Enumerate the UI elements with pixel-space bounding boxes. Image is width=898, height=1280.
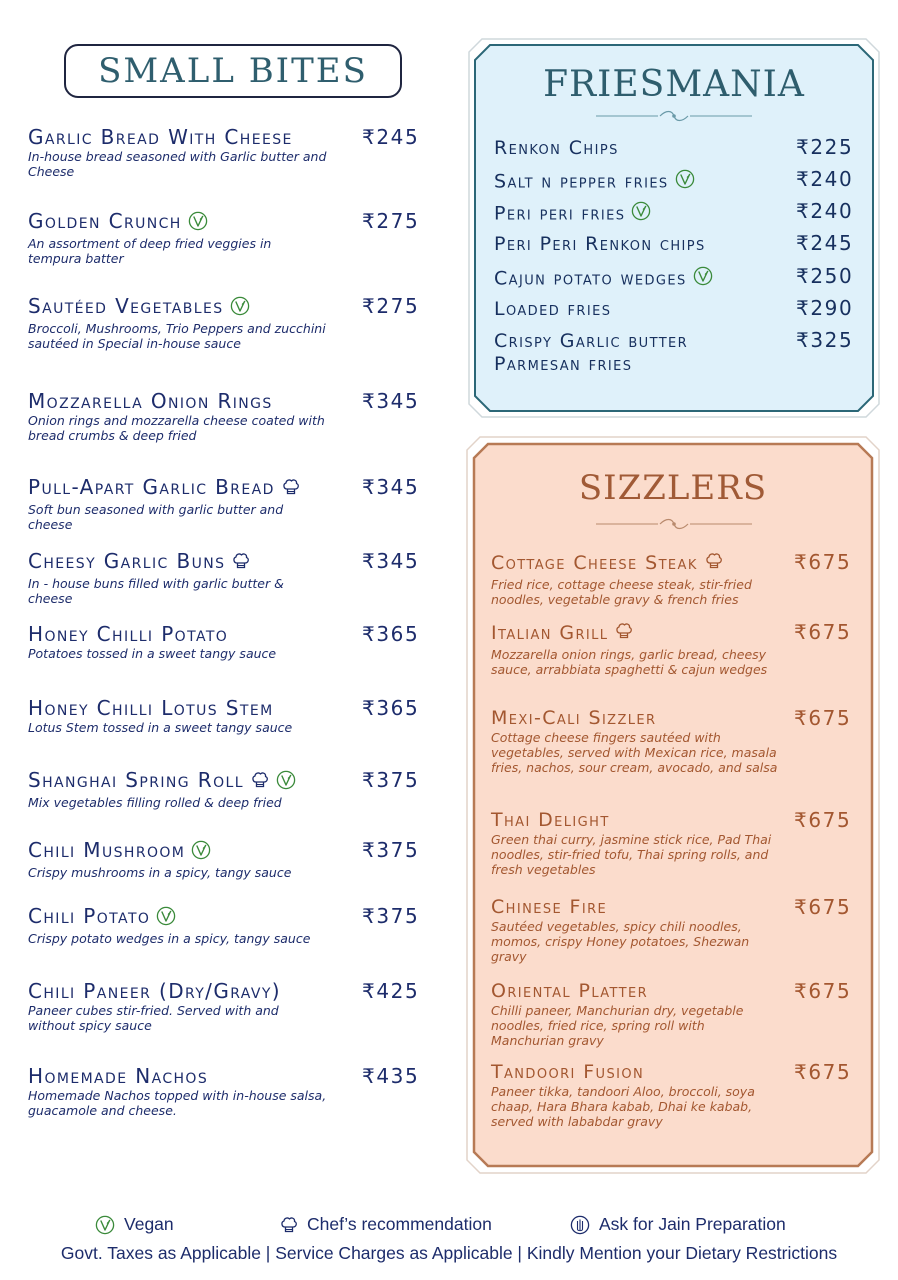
friesmania-title: FRIESMANIA	[543, 64, 805, 105]
item-price: ₹675	[794, 895, 852, 919]
item-price: ₹275	[362, 294, 420, 318]
friesmania-item	[494, 137, 619, 160]
sizzlers-item	[491, 707, 791, 775]
item-price: ₹375	[362, 904, 420, 928]
item-price: ₹675	[794, 706, 852, 730]
small-bites-title: SMALL BITES	[98, 51, 368, 91]
sizzlers-item	[491, 809, 791, 877]
chef-hat-icon	[231, 551, 251, 575]
item-price: ₹375	[362, 838, 420, 862]
vegan-icon	[230, 296, 250, 320]
vegan-icon	[156, 906, 176, 930]
friesmania-item	[494, 169, 695, 195]
sizzlers-item	[491, 980, 791, 1048]
item-name-text: Cajun potato wedges	[494, 267, 687, 290]
sizzlers-item	[491, 551, 791, 607]
item-description: In - house buns filled with garlic butter & cheese	[28, 575, 284, 606]
legend-chef	[279, 1214, 492, 1235]
item-description: An assortment of deep fried veggies in tempura batter	[28, 235, 272, 266]
item-description: Cottage cheese fingers sautéed with vegetables, served with Mexican rice, masala fries, nachos, sour cream, avocado, and salsa	[491, 730, 778, 775]
item-description: Paneer cubes stir-fried. Served with and without spicy sauce	[28, 1003, 279, 1033]
item-name-text: Sautéed Vegetables	[28, 294, 224, 318]
vegan-icon	[95, 1215, 115, 1235]
item-description: Crispy potato wedges in a spicy, tangy sauce	[28, 930, 311, 946]
legend-vegan-label: Vegan	[124, 1214, 174, 1234]
legend-chef-label: Chef’s recommendation	[307, 1214, 492, 1234]
item-description: Paneer tikka, tandoori Aloo, broccoli, soya chaap, Hara Bhara kabab, Dhai ke kabab, served with lababdar gravy	[491, 1084, 755, 1129]
chef-hat-icon	[704, 551, 724, 576]
item-description: Homemade Nachos topped with in-house salsa, guacamole and cheese.	[28, 1088, 327, 1118]
item-description: Mix vegetables filling rolled & deep fried	[28, 794, 282, 810]
friesmania-item	[494, 298, 611, 321]
item-name-text: Honey Chilli Lotus Stem	[28, 696, 274, 720]
item-name	[491, 896, 791, 918]
item-price: ₹275	[362, 209, 420, 233]
item-name	[491, 551, 791, 576]
sizzlers-item	[491, 621, 791, 677]
item-description: Green thai curry, jasmine stick rice, Pad Thai noodles, stir-fried tofu, Thai spring rolls, and fresh vegetables	[491, 832, 772, 877]
item-price: ₹365	[362, 696, 420, 720]
item-description: Fried rice, cottage cheese steak, stir-fried noodles, vegetable gravy & french fries	[491, 577, 752, 607]
item-price: ₹225	[796, 135, 854, 159]
sizzlers-item	[491, 896, 791, 964]
item-price: ₹245	[796, 231, 854, 255]
item-price: ₹245	[362, 125, 420, 149]
item-description: Chilli paneer, Manchurian dry, vegetable noodles, fried rice, spring roll with Manchurian gravy	[491, 1003, 744, 1048]
item-description: Broccoli, Mushrooms, Trio Peppers and zucchini sautéed in Special in-house sauce	[28, 320, 326, 351]
item-name	[491, 809, 791, 831]
jain-icon	[570, 1215, 590, 1235]
item-name-text: Golden Crunch	[28, 209, 182, 233]
vegan-icon	[188, 211, 208, 235]
friesmania-item	[494, 201, 651, 227]
item-name-text: Italian Grill	[491, 622, 609, 644]
chef-hat-icon	[250, 770, 270, 794]
vegan-icon	[191, 840, 211, 864]
item-price: ₹240	[796, 199, 854, 223]
item-description: Mozzarella onion rings, garlic bread, cheesy sauce, arrabbiata spaghetti & cajun wedges	[491, 647, 768, 677]
item-price: ₹345	[362, 549, 420, 573]
item-description: Sautéed vegetables, spicy chili noodles, momos, crispy Honey potatoes, Shezwan gravy	[491, 919, 750, 964]
item-name-text: Pull-Apart Garlic Bread	[28, 475, 275, 499]
item-price: ₹365	[362, 622, 420, 646]
item-name-text: Shanghai Spring Roll	[28, 768, 244, 792]
item-name-text: Loaded fries	[494, 298, 612, 320]
item-price: ₹425	[362, 979, 420, 1003]
item-name-text: Cheesy Garlic Buns	[28, 549, 226, 573]
item-price: ₹375	[362, 768, 420, 792]
item-name-text: Peri peri fries	[494, 202, 626, 225]
item-name-text: Mozzarella Onion Rings	[28, 389, 273, 413]
item-price: ₹290	[796, 296, 854, 320]
item-description: In-house bread seasoned with Garlic butter and Cheese	[28, 149, 327, 179]
item-description: Lotus Stem tossed in a sweet tangy sauce	[28, 720, 293, 735]
friesmania-ornament	[594, 108, 754, 124]
item-name-text: Peri Peri Renkon chips	[494, 233, 706, 255]
sizzlers-title: SIZZLERS	[578, 468, 768, 508]
legend-jain	[570, 1214, 786, 1235]
item-price: ₹345	[362, 475, 420, 499]
sizzlers-item	[491, 1061, 791, 1129]
item-price: ₹240	[796, 167, 854, 191]
item-name-text: Salt n pepper fries	[494, 170, 669, 193]
item-name-text: Mexi-Cali Sizzler	[491, 707, 657, 729]
small-bites-heading-box	[64, 44, 402, 98]
item-description: Potatoes tossed in a sweet tangy sauce	[28, 646, 277, 661]
item-name-text: Oriental Platter	[491, 980, 649, 1002]
item-name	[491, 707, 791, 729]
footer-note: Govt. Taxes as Applicable | Service Charges as Applicable | Kindly Mention your Dietary Restrictions	[60, 1243, 838, 1263]
item-name-text: Garlic Bread With Cheese	[28, 125, 293, 149]
item-description: Onion rings and mozzarella cheese coated with bread crumbs & deep fried	[28, 413, 325, 443]
item-price: ₹345	[362, 389, 420, 413]
vegan-icon	[693, 266, 713, 292]
vegan-icon	[276, 770, 296, 794]
item-name-line2: Parmesan fries	[494, 353, 633, 375]
sizzlers-ornament	[594, 516, 754, 532]
chef-hat-icon	[281, 477, 301, 501]
item-name-text: Thai Delight	[491, 809, 610, 831]
item-price: ₹675	[794, 979, 852, 1003]
item-name-text: Crispy Garlic butter	[494, 330, 689, 352]
vegan-icon	[675, 169, 695, 195]
friesmania-item	[494, 233, 706, 256]
legend-jain-label: Ask for Jain Preparation	[599, 1214, 786, 1234]
item-price: ₹675	[794, 808, 852, 832]
item-description: Crispy mushrooms in a spicy, tangy sauce	[28, 864, 292, 880]
item-name-text: Homemade Nachos	[28, 1064, 209, 1088]
item-name-text: Renkon Chips	[494, 137, 619, 159]
item-price: ₹250	[796, 264, 854, 288]
chef-hat-icon	[279, 1215, 299, 1235]
item-name-text: Tandoori Fusion	[491, 1061, 645, 1083]
chef-hat-icon	[614, 621, 634, 646]
vegan-icon	[631, 201, 651, 227]
item-name-text: Chinese Fire	[491, 896, 608, 918]
friesmania-item	[494, 266, 713, 292]
item-price: ₹325	[796, 328, 854, 352]
item-price: ₹675	[794, 620, 852, 644]
item-price: ₹675	[794, 550, 852, 574]
item-name-text: Chili Potato	[28, 904, 151, 928]
item-name	[491, 621, 791, 646]
legend-vegan	[95, 1214, 174, 1235]
item-name-text: Chili Paneer (Dry/Gravy)	[28, 979, 281, 1003]
item-name-text: Cottage Cheese Steak	[491, 552, 698, 574]
item-name-text: Honey Chilli Potato	[28, 622, 229, 646]
item-description: Soft bun seasoned with garlic butter and cheese	[28, 501, 284, 532]
item-name	[491, 980, 791, 1002]
friesmania-item	[494, 330, 688, 376]
item-price: ₹675	[794, 1060, 852, 1084]
item-price: ₹435	[362, 1064, 420, 1088]
item-name	[491, 1061, 791, 1083]
item-name-text: Chili Mushroom	[28, 838, 186, 862]
